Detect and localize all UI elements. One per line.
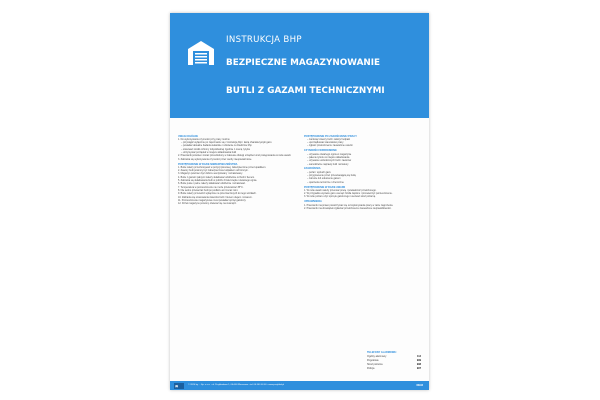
text-line: 3. Magazyn powinien być dobrze wentylowany i oznakowany. bbox=[178, 172, 243, 176]
text-line: 1. W razie awarii należy przerwać pracę i powiadomić przełożonego. bbox=[304, 188, 377, 192]
footer-text: © 2024 by ... Sp. z o.o. • ul. Przykładowa 1, 00-000 Warszawa • tel. 00 000 00 00 • www.przyklad.pl bbox=[188, 384, 285, 386]
text-line: 5. Zabrania się składowania butli w pobliżu źródeł ciepła i otwartego ognia. bbox=[178, 179, 257, 183]
text-line: 11. Pomieszczenie magazynowe musi posiadać sprzęt gaśniczy. bbox=[178, 198, 247, 202]
text-line: – zatrucie lub uduszenie gazem bbox=[307, 177, 341, 181]
title-line-2: BUTLI Z GAZAMI TECHNICZNYMI bbox=[226, 86, 385, 96]
text-line: 2. W przypadku wycieku gazu usunąć źródła zapłonu i przewietrzyć pomieszczenie. bbox=[304, 192, 393, 196]
publisher-logo-icon bbox=[174, 383, 184, 389]
header-banner bbox=[170, 13, 429, 118]
phone-label: Straż pożarna bbox=[367, 363, 383, 366]
safety-instruction-sheet bbox=[170, 13, 429, 390]
text-line: 7. Temperatura w pomieszczeniu nie może przekraczać 35°C. bbox=[178, 185, 244, 189]
phone-number: 112 bbox=[416, 355, 421, 358]
section-heading: POSTĘPOWANIE PO ZAKOŃCZENIU PRACY bbox=[304, 134, 357, 138]
document-code: MG03 bbox=[416, 384, 423, 387]
text-line: – używanie otwartego ognia w magazynie bbox=[307, 152, 352, 156]
text-line: 9. Butle należy przewozić wyłącznie na przeznaczonych do tego wózkach. bbox=[178, 192, 257, 196]
text-line: – pożar i wybuch gazu bbox=[307, 170, 331, 174]
title-line-1: BEZPIECZNE MAGAZYNOWANIE bbox=[226, 58, 381, 68]
text-line: – posiadać aktualne badania lekarskie i szkolenie w dziedzinie bhp bbox=[181, 144, 252, 148]
phone-label: Policja bbox=[367, 367, 375, 370]
text-line: 2. Zawory butli powinny być zabezpieczone kołpakiem ochronnym. bbox=[178, 169, 249, 173]
text-line: 12. Drzwi magazynu powinny otwierać się na zewnątrz. bbox=[178, 202, 237, 206]
text-line: – przygniecenie przez przewracającą się butlę bbox=[307, 174, 356, 178]
text-line: 1. Do wykonywania czynności przy pracy można: bbox=[178, 137, 230, 141]
text-line: 8. Nie wolno przetaczać butli po podłożu ani rzucać nimi. bbox=[178, 188, 239, 192]
text-line: 4. Butle z gazami palnymi należy składować oddzielnie od butli z tlenem. bbox=[178, 175, 255, 179]
footer-bar bbox=[170, 381, 429, 390]
text-line: 3. W razie pożaru użyć sprzętu gaśniczego i wezwać straż pożarną. bbox=[304, 195, 376, 199]
text-line: – palenie tytoniu w miejscu składowania bbox=[307, 155, 350, 159]
phone-row bbox=[367, 367, 421, 371]
section-heading: UPRAWNIENIA bbox=[304, 200, 322, 204]
emergency-phones bbox=[367, 351, 421, 371]
text-line: – przystąpić wyłącznie po zapoznaniu się z instrukcją bhp i kartą charakterystyki gazu bbox=[181, 141, 272, 145]
text-line: 2. Pracownik powinien zostać przeszkolony w zakresie obsługi urządzeń oraz postępowania w razie awarii. bbox=[178, 154, 292, 158]
warehouse-icon bbox=[187, 40, 215, 66]
section-heading: ZAGROŻENIA bbox=[304, 167, 321, 171]
section-heading: POSTĘPOWANIE W RAZIE NIEBEZPIECZEŃSTWA bbox=[178, 162, 238, 166]
right-column bbox=[304, 133, 423, 210]
phone-number: 997 bbox=[416, 367, 421, 370]
phones-heading: TELEFONY ALARMOWE: bbox=[367, 351, 397, 354]
text-line: – zamknąć zawory butli i nałożyć kołpaki bbox=[307, 137, 350, 141]
text-line: 1. Butle należy przechowywać w pozycji pionowej, zabezpieczone przed upadkiem. bbox=[178, 165, 267, 169]
left-column bbox=[178, 133, 295, 205]
section-heading: CZYNNOŚCI WZBRONIONE bbox=[304, 149, 337, 153]
text-line: 1. Pracownik ma prawo powstrzymać się od wykonywania pracy w razie zagrożenia. bbox=[304, 203, 394, 207]
text-line: – samodzielne naprawy butli i armatury bbox=[307, 162, 349, 166]
text-line: 10. Zabrania się smarowania zaworów butli z tlenem olejem i smarem. bbox=[178, 195, 253, 199]
text-line: 3. Zabrania się wykonywania czynności przez osoby nieupoważnione. bbox=[178, 157, 253, 161]
text-line: 2. Pracownik ma obowiązek zgłaszać przełożonemu zauważone nieprawidłowości. bbox=[304, 206, 392, 210]
phone-label: Ogólny alarmowy bbox=[367, 355, 387, 358]
text-line: – zgłosić przełożonemu zauważone usterki bbox=[307, 144, 353, 148]
section-heading: UWAGI OGÓLNE bbox=[178, 134, 198, 138]
text-line: – oparzenia termiczne i chemiczne bbox=[307, 180, 344, 184]
phone-label: Pogotowie bbox=[367, 359, 379, 362]
text-line: – stosować środki ochrony indywidualnej zgodnie z oceną ryzyka bbox=[181, 147, 250, 151]
text-line: – uporządkować stanowisko pracy bbox=[307, 141, 344, 145]
text-line: – utrzymywać porządek w miejscu składowania butli bbox=[181, 151, 237, 155]
text-line: 6. Butle puste i pełne należy składować oddzielnie i oznakować. bbox=[178, 182, 246, 186]
text-line: – używanie uszkodzonych butli i zaworów bbox=[307, 159, 352, 163]
document-kicker: INSTRUKCJA BHP bbox=[226, 35, 302, 45]
phone-number: 998 bbox=[416, 363, 421, 366]
phone-number: 999 bbox=[416, 359, 421, 362]
svg-text:≋: ≋ bbox=[175, 383, 179, 389]
section-heading: POSTĘPOWANIE W RAZIE AWARII bbox=[304, 185, 346, 189]
